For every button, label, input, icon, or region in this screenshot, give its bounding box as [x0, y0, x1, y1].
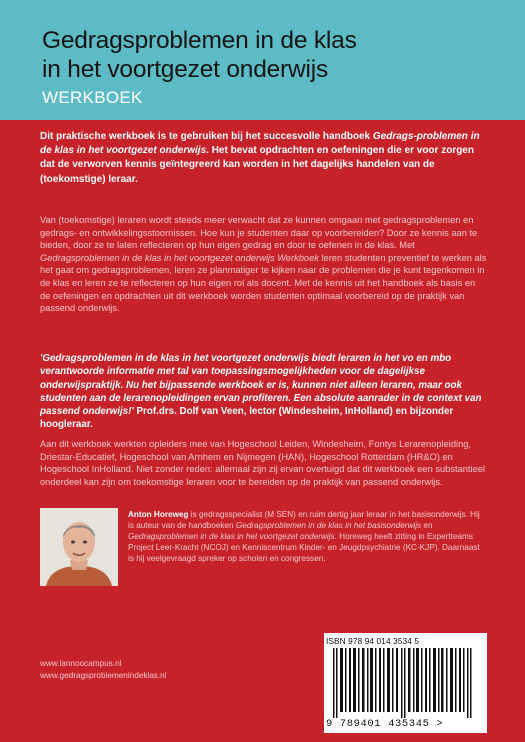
publisher-url[interactable]: www.lannoocampus.nl — [40, 659, 122, 668]
book-subtitle: WERKBOEK — [42, 88, 143, 107]
description-text-2: leren studenten preventief te werken als het gaat om gedragsproblemen, leren ze planmatiger te kijken naar de problemen die je kunt tegenkomen in de klas en leren ze te reflecteren op hun eigen rol als docent. Met de kennis uit het handboek als basis en de oefeningen en opdrachten uit dit werkboek worden studenten optimaal voorbereid op de praktijk van passend onderwijs. — [40, 252, 487, 314]
bio-book-2: Gedragsproblemen in de klas in het voortgezet onderwijs — [128, 532, 335, 541]
website-links — [40, 658, 167, 682]
book-title — [42, 26, 357, 84]
contributors-paragraph: Aan dit werkboek werkten opleiders mee van Hogeschool Leiden, Windesheim, Fontys Lerarenopleiding, Driestar-Educatief, Hogeschool van Arnhem en Nijmegen (HAN), Hogeschool Rotterdam (HR&O) en Hogeschool InHolland. Niet zonder reden: allemaal zijn zij ervan overtuigd dat dit werkboek een substantieel onderdeel kan zijn om toekomstige leraren voor te bereiden op de praktijk van passend onderwijs. — [40, 439, 485, 487]
author-photo — [40, 508, 118, 586]
isbn-label: ISBN 978 94 014 3534 5 — [326, 636, 420, 646]
title-line-1: Gedragsproblemen in de klas — [42, 27, 357, 54]
description-paragraph — [40, 214, 487, 315]
back-cover-body — [40, 120, 487, 742]
author-name: Anton Horeweg — [128, 510, 189, 519]
header-band — [0, 0, 525, 120]
intro-text-1: Dit praktische werkboek is te gebruiken bij het succesvolle handboek — [40, 131, 373, 142]
title-line-2: in het voortgezet onderwijs — [42, 56, 329, 83]
endorsement-quote — [40, 352, 487, 432]
barcode-digits: 9 789401 435345 > — [326, 718, 444, 730]
intro-paragraph — [40, 130, 487, 187]
quote-attribution: Prof.drs. Dolf van Veen, lector (Windesheim, InHolland) en bijzonder hoogleraar. — [40, 406, 454, 431]
intro-text-2: . Het bevat opdrachten en oefeningen die er voor zorgen dat de verworven kennis geïntegreerd kan worden in het dagelijks handelen van de (toekomstige) leraar. — [40, 145, 474, 185]
description-book-title: Gedragsproblemen in de klas in het voortgezet onderwijs Werkboek — [40, 252, 319, 263]
bio-text-2: en — [421, 521, 433, 530]
barcode-icon — [327, 648, 484, 718]
description-text-1: Van (toekomstige) leraren wordt steeds meer verwacht dat ze kunnen omgaan met gedragsproblemen en gedrags- en ontwikkelingsstoornissen. Hoe kun je studenten daar op voorbereiden? Door ze kennis aan te bieden, door ze te laten reflecteren op hun eigen gedrag en door te oefenen in de klas. Met — [40, 215, 478, 251]
bio-book-1: Gedragsproblemen in de klas in het basisonderwijs — [235, 521, 422, 530]
quote-text: 'Gedragsproblemen in de klas in het voortgezet onderwijs biedt leraren in het vo en mbo verantwoorde informatie met tal van toepassingsmogelijkheden voor de dagelijkse onderwijspraktijk. Nu het bijpassende werkboek er is, kunnen niet alleen leraren, maar ook studenten aan de lerarenopleidingen ervan profiteren. Een absolute aanrader in de context van passend onderwijs!' — [40, 353, 482, 418]
bio-text-1: is gedragsspecialist (M SEN) en ruim dertig jaar leraar in het basisonderwijs. Hij is auteur van de handboeken — [128, 510, 480, 530]
bio-text-3: . Horeweg heeft zitting in Expertteams Project Leer-Kracht (NCOJ) en Kenniscentrum Kinder- en Jeugdpsychiatrie (KC-KJP). Daarnaast is hij veelgevraagd spreker op scholen en congressen. — [128, 532, 480, 563]
intro-book-title: Gedrags-problemen in de klas in het voortgezet onderwijs — [40, 131, 480, 157]
isbn-barcode-box — [324, 633, 487, 733]
author-bio — [128, 509, 487, 564]
book-website-url[interactable]: www.gedragsproblemenindeklas.nl — [40, 671, 167, 680]
